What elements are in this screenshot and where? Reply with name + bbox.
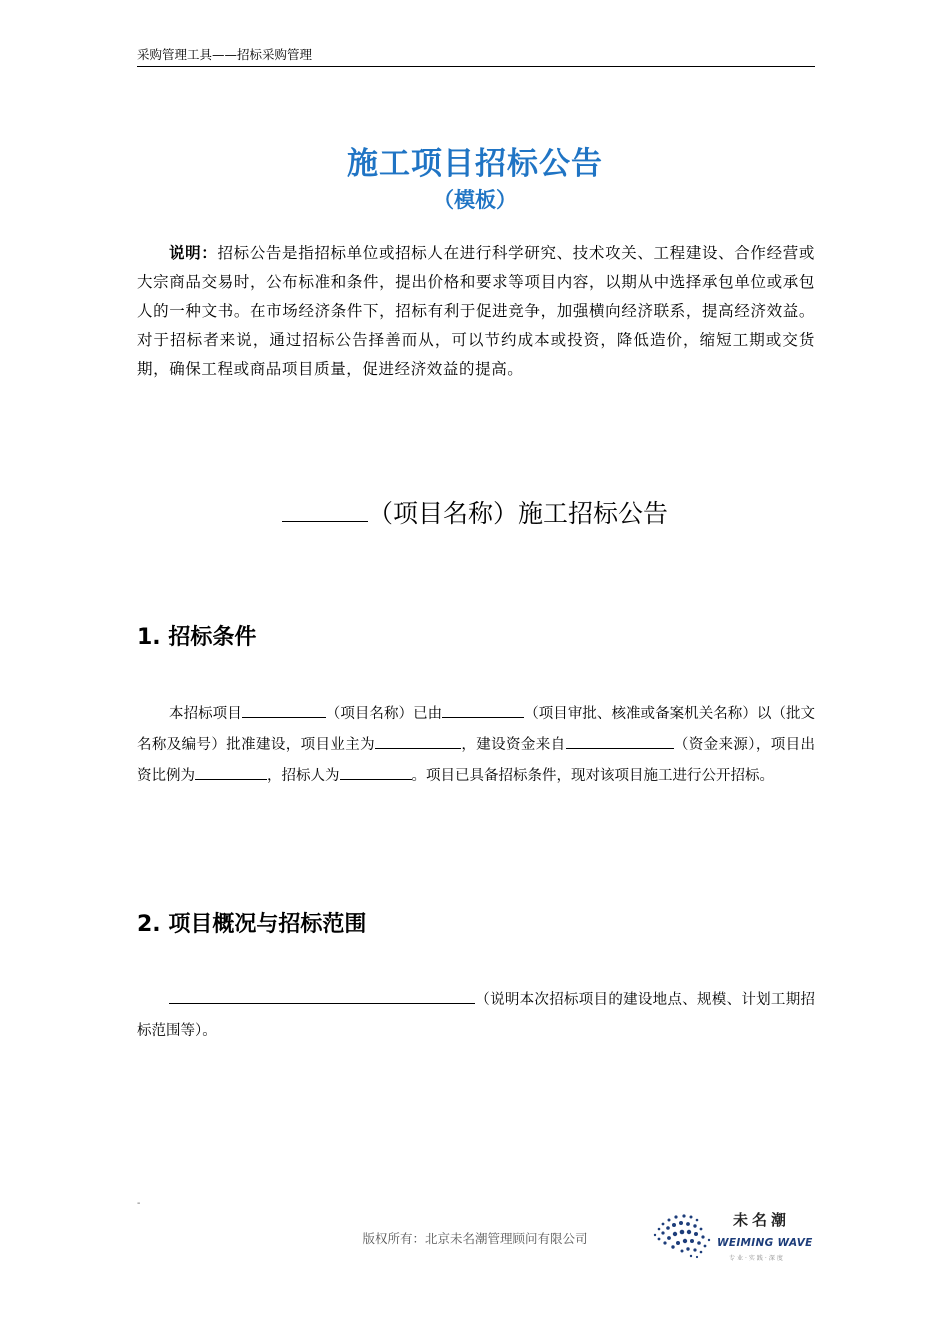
section-heading-1: 1. 招标条件 xyxy=(137,625,257,650)
logo-english-name: WEIMING WAVE xyxy=(717,1237,813,1249)
s1-text-4: ，建设资金来自 xyxy=(461,737,566,753)
s2-text: （说明本次招标项目的建设地点、规模、计划工期招标范围等）。 xyxy=(137,992,815,1039)
blank-field xyxy=(442,704,524,718)
page-header: 采购管理工具——招标采购管理 xyxy=(137,46,815,67)
logo-slogan: 专业·实践·深度 xyxy=(729,1255,785,1262)
s1-text-6: ，招标人为 xyxy=(267,768,340,784)
footer-copyright: 版权所有：北京未名潮管理顾问有限公司 xyxy=(362,1231,588,1246)
blank-field xyxy=(242,704,326,718)
s1-text-5: （资金来源），项目出资比例为 xyxy=(137,737,815,784)
section-2-paragraph xyxy=(137,985,815,1047)
company-logo xyxy=(645,1205,820,1265)
announcement-title-text: （项目名称）施工招标公告 xyxy=(367,499,668,528)
s1-text-3: （批文名称及编号）批准建设，项目业主为 xyxy=(137,706,816,753)
footer-dash: - xyxy=(137,1198,141,1209)
blank-field xyxy=(169,990,475,1004)
intro-label: 说明： xyxy=(169,243,218,262)
blank-field xyxy=(340,766,412,780)
s1-text-2: （项目审批、核准或备案机关名称）以 xyxy=(524,706,772,722)
document-title: 施工项目招标公告 xyxy=(347,146,603,182)
announcement-title xyxy=(0,494,950,530)
wave-dots-icon xyxy=(645,1205,725,1265)
blank-field xyxy=(375,735,461,749)
project-name-blank xyxy=(282,499,368,523)
blank-field xyxy=(195,766,267,780)
blank-field xyxy=(566,735,674,749)
s1-text-1: （项目名称）已由 xyxy=(325,706,443,722)
s1-text-7: 。项目已具备招标条件，现对该项目施工进行公开招标。 xyxy=(411,768,774,784)
intro-paragraph xyxy=(137,238,815,384)
section-1-paragraph xyxy=(137,699,815,792)
logo-chinese-name: 未名潮 xyxy=(733,1211,791,1229)
intro-text: 招标公告是指招标单位或招标人在进行科学研究、技术攻关、工程建设、合作经营或大宗商品交易时，公布标准和条件，提出价格和要求等项目内容，以期从中选择承包单位或承包人的一种文书。在市场经济条件下，招标有利于促进竞争，加强横向经济联系，提高经济效益。对于招标者来说，通过招标公告择善而从，可以节约成本或投资，降低造价，缩短工期或交货期，确保工程或商品项目质量，促进经济效益的提高。 xyxy=(137,244,815,378)
section-heading-2: 2. 项目概况与招标范围 xyxy=(137,912,367,937)
document-subtitle: （模板） xyxy=(433,188,517,212)
s1-text-0: 本招标项目 xyxy=(169,706,242,722)
